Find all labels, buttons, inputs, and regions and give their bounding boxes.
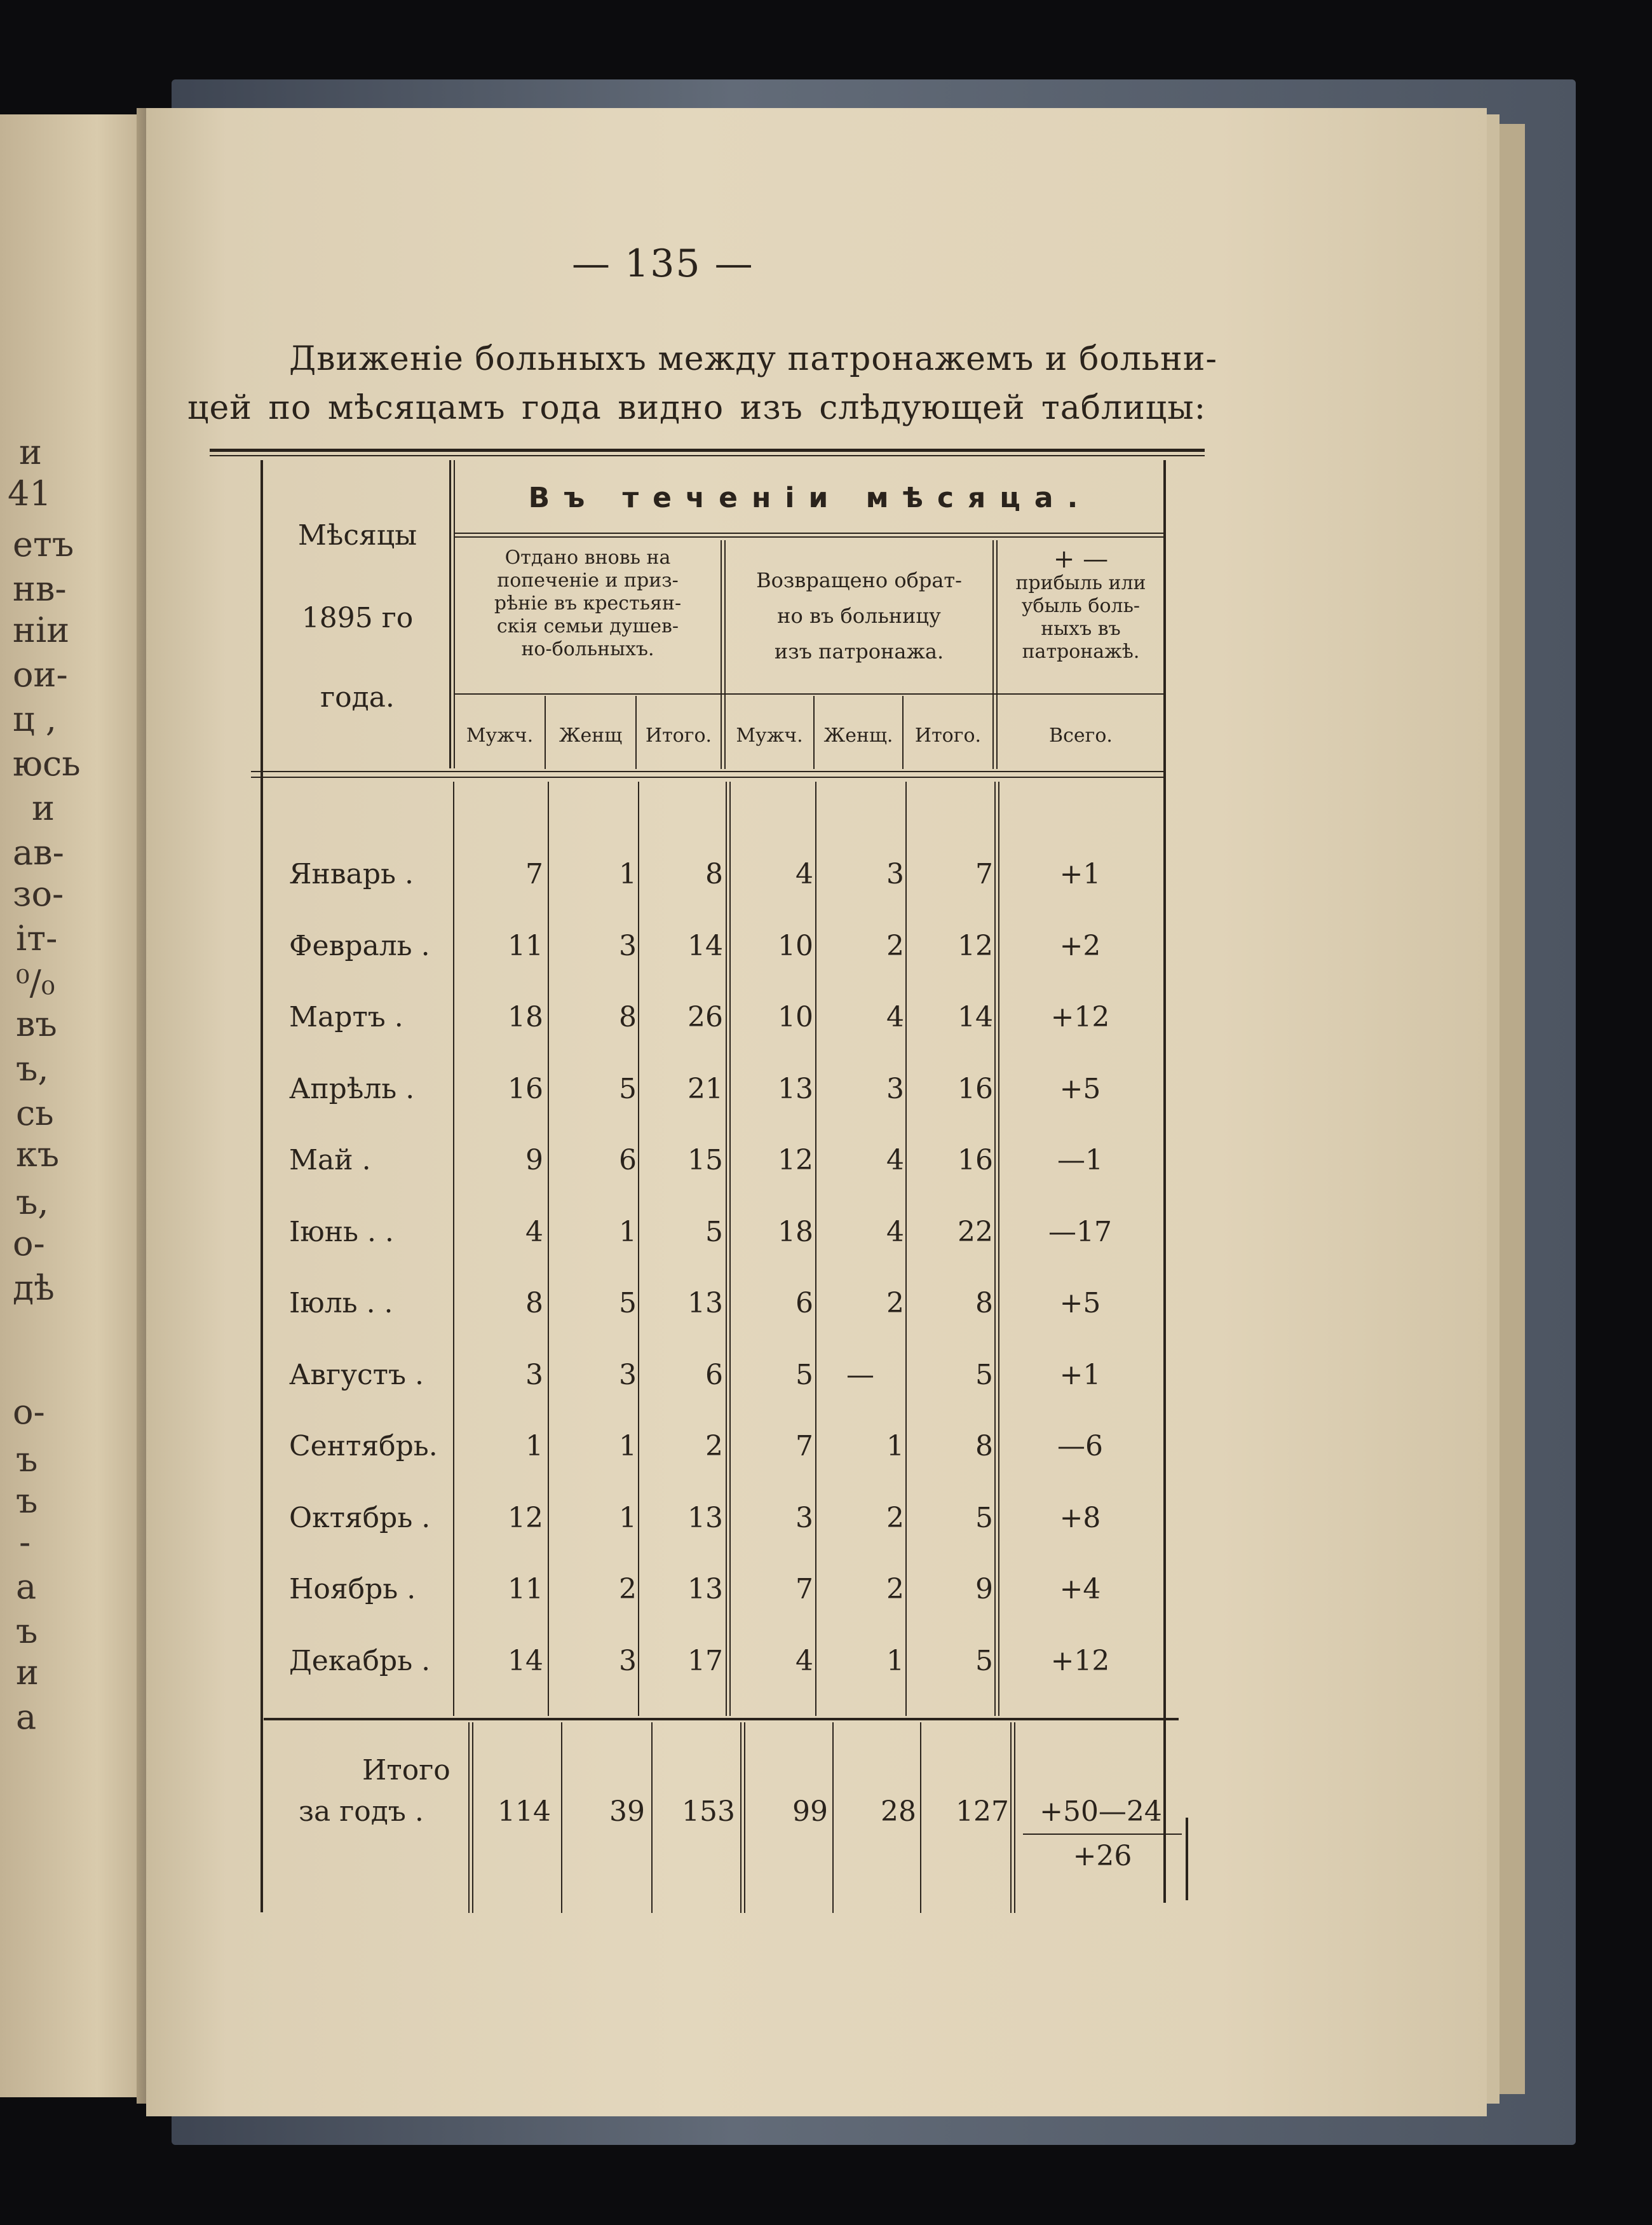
group-header-rule — [454, 533, 1163, 534]
total-returned-cell: 9 — [975, 1573, 993, 1605]
women-given-cell: 3 — [619, 1358, 637, 1391]
women-given-cell: 1 — [619, 858, 637, 890]
total-given: 153 — [682, 1795, 735, 1828]
balance-cell: —17 — [1048, 1215, 1112, 1248]
header-line: попеченіе и приз- — [497, 569, 679, 592]
total-given-cell: 5 — [705, 1215, 723, 1248]
men-given-cell: 1 — [525, 1430, 543, 1462]
women-returned-cell: — — [846, 1358, 874, 1391]
women-returned-cell: 4 — [886, 1215, 904, 1248]
months-header-line: 1895 го — [301, 602, 414, 634]
total-given-cell: 6 — [705, 1358, 723, 1391]
total-women-returned: 28 — [881, 1795, 916, 1828]
men-given-cell: 3 — [525, 1358, 543, 1391]
header-line: прибыль или — [1015, 572, 1146, 594]
left-page-fragment: къ — [16, 1134, 60, 1174]
subheader-men: Мужч. — [736, 725, 803, 747]
total-given-cell: 13 — [687, 1573, 723, 1605]
column-group-header — [998, 547, 1164, 663]
left-page-fragment: юсь — [13, 744, 81, 784]
months-header-line: года. — [320, 681, 395, 714]
intro-text-line: Движеніе больныхъ между патронажемъ и больни- — [289, 340, 1217, 378]
women-given-cell: 5 — [619, 1287, 637, 1319]
group-header: Въ теченіи мѣсяца. — [528, 482, 1092, 514]
left-page-fragment: ъ — [16, 1611, 38, 1651]
total-returned-cell: 5 — [975, 1358, 993, 1391]
total-returned-cell: 22 — [958, 1215, 993, 1248]
total-returned-cell: 16 — [958, 1072, 993, 1105]
left-page-fragment: и — [32, 788, 55, 828]
total-women-given: 39 — [609, 1795, 645, 1828]
balance-cell: —1 — [1057, 1144, 1103, 1176]
men-returned-cell: 5 — [796, 1358, 813, 1391]
total-returned-cell: 8 — [975, 1430, 993, 1462]
group-header-rule — [454, 536, 1163, 538]
total-sum-underline — [1023, 1834, 1182, 1835]
women-given-cell: 3 — [619, 1644, 637, 1677]
women-given-cell: 1 — [619, 1430, 637, 1462]
subheader-men: Мужч. — [466, 725, 534, 747]
left-page-fragment: ніи — [13, 610, 70, 650]
total-returned-cell: 5 — [975, 1501, 993, 1534]
left-page-fragment: ъ, — [16, 1049, 49, 1089]
balance-cell: +4 — [1059, 1573, 1101, 1605]
men-given-cell: 8 — [525, 1287, 543, 1319]
total-top-rule — [264, 1718, 1179, 1720]
subheader-women: Женщ — [559, 725, 623, 747]
month-label: Августъ . — [289, 1358, 424, 1391]
header-bottom-rule — [251, 771, 1166, 772]
men-returned-cell: 10 — [778, 1001, 813, 1033]
total-given-cell: 2 — [705, 1430, 723, 1462]
men-returned-cell: 13 — [778, 1072, 813, 1105]
women-returned-cell: 1 — [886, 1430, 904, 1462]
men-given-cell: 7 — [525, 858, 543, 890]
left-page-fragment: ои- — [13, 655, 68, 695]
left-page-fragment: 41 — [8, 473, 51, 514]
total-label: Итого — [362, 1754, 450, 1786]
total-men-returned: 99 — [792, 1795, 828, 1828]
women-returned-cell: 2 — [886, 929, 904, 962]
total-column-rule — [740, 1722, 741, 1913]
left-page-fragment: ъ — [16, 1439, 38, 1480]
men-returned-cell: 10 — [778, 929, 813, 962]
months-header-line: Мѣсяцы — [297, 519, 417, 552]
left-page-fragment: іт- — [16, 918, 58, 958]
subheader-rule — [454, 693, 1163, 695]
month-label: Январь . — [289, 858, 414, 890]
intro-text-line: цей по мѣсяцамъ года видно изъ слѣдующей таблицы: — [187, 389, 1207, 427]
women-given-cell: 8 — [619, 1001, 637, 1033]
total-returned: 127 — [956, 1795, 1009, 1828]
month-label: Сентябрь. — [289, 1430, 438, 1462]
total-returned-cell: 16 — [958, 1144, 993, 1176]
body-column-rule — [998, 782, 999, 1716]
subheader-women: Женщ. — [823, 725, 893, 747]
total-given-cell: 13 — [687, 1287, 723, 1319]
total-balance-parts: +50—24 — [1039, 1795, 1162, 1828]
month-label: Іюнь . . — [289, 1215, 394, 1248]
total-returned-cell: 12 — [958, 929, 993, 962]
page-number: — 135 — — [572, 242, 754, 286]
left-page-fragment: а — [16, 1697, 37, 1737]
month-label: Мартъ . — [289, 1001, 403, 1033]
month-label: Іюль . . — [289, 1287, 393, 1319]
header-line: убыль боль- — [1021, 595, 1141, 617]
women-given-cell: 1 — [619, 1501, 637, 1534]
men-returned-cell: 7 — [796, 1430, 813, 1462]
left-page-fragment: ъ, — [16, 1182, 49, 1222]
header-line: патронажѣ. — [1022, 641, 1140, 663]
left-page-fragment: о- — [13, 1223, 45, 1263]
table-left-border — [261, 460, 263, 1912]
subheader-all: Всего. — [1049, 725, 1113, 747]
month-label: Февраль . — [289, 929, 430, 962]
left-page-fragment: въ — [16, 1004, 57, 1044]
total-given-cell: 26 — [687, 1001, 723, 1033]
total-men-given: 114 — [498, 1795, 551, 1828]
header-line: Отдано вновь на — [504, 547, 671, 569]
page-edge — [1500, 124, 1525, 2094]
men-given-cell: 11 — [508, 929, 543, 962]
balance-cell: +1 — [1059, 858, 1101, 890]
men-given-cell: 4 — [525, 1215, 543, 1248]
men-returned-cell: 7 — [796, 1573, 813, 1605]
header-line: рѣніе въ крестьян- — [494, 592, 682, 615]
total-given-cell: 8 — [705, 858, 723, 890]
table-top-rule — [210, 449, 1205, 452]
balance-cell: +5 — [1059, 1072, 1101, 1105]
men-given-cell: 11 — [508, 1573, 543, 1605]
men-returned-cell: 4 — [796, 1644, 813, 1677]
women-returned-cell: 3 — [886, 1072, 904, 1105]
group-divider — [992, 540, 994, 769]
table-right-border — [1163, 460, 1166, 1903]
left-page-fragment: и — [19, 432, 42, 472]
men-given-cell: 9 — [525, 1144, 543, 1176]
table-top-rule — [210, 455, 1205, 456]
left-page-fragment: сь — [16, 1093, 54, 1133]
men-returned-cell: 12 — [778, 1144, 813, 1176]
total-given-cell: 17 — [687, 1644, 723, 1677]
men-given-cell: 18 — [508, 1001, 543, 1033]
men-given-cell: 16 — [508, 1072, 543, 1105]
left-page-fragment: зо- — [13, 874, 64, 914]
women-given-cell: 5 — [619, 1072, 637, 1105]
total-returned-cell: 8 — [975, 1287, 993, 1319]
left-page-fragment: ъ — [16, 1481, 38, 1521]
month-label: Ноябрь . — [289, 1573, 416, 1605]
women-returned-cell: 2 — [886, 1573, 904, 1605]
left-page-fragment: а — [16, 1567, 37, 1607]
total-returned-cell: 7 — [975, 858, 993, 890]
balance-cell: +8 — [1059, 1501, 1101, 1534]
total-given-cell: 13 — [687, 1501, 723, 1534]
total-column-rule — [1010, 1722, 1012, 1913]
months-column-divider — [449, 460, 451, 768]
month-label: Май . — [289, 1144, 371, 1176]
body-column-rule — [726, 782, 727, 1716]
left-page-fragment: о- — [13, 1392, 45, 1432]
total-balance: +26 — [1073, 1840, 1132, 1872]
women-returned-cell: 2 — [886, 1287, 904, 1319]
left-page-fragment: дѣ — [13, 1268, 55, 1308]
header-line: но-больныхъ. — [521, 638, 654, 660]
balance-cell: +12 — [1050, 1644, 1110, 1677]
header-line: но въ больницу — [777, 604, 941, 628]
header-line: скія семьи душев- — [496, 615, 679, 637]
header-line: изъ патронажа. — [774, 639, 944, 663]
header-line: ныхъ въ — [1041, 618, 1121, 640]
men-returned-cell: 4 — [796, 858, 813, 890]
subheader-total: Итого. — [914, 725, 982, 747]
total-right-border — [1186, 1818, 1188, 1900]
women-given-cell: 2 — [619, 1573, 637, 1605]
total-given-cell: 14 — [687, 929, 723, 962]
women-returned-cell: 1 — [886, 1644, 904, 1677]
subheader-total: Итого. — [645, 725, 712, 747]
women-returned-cell: 4 — [886, 1001, 904, 1033]
left-page-fragment: ⁰/₀ — [16, 963, 55, 1003]
left-page-fragment: ц , — [13, 699, 57, 739]
women-given-cell: 3 — [619, 929, 637, 962]
left-page-fragment: етъ — [13, 524, 74, 564]
total-label: за годъ . — [299, 1795, 424, 1828]
left-page-fragment: ав- — [13, 833, 64, 873]
women-returned-cell: 2 — [886, 1501, 904, 1534]
month-label: Декабрь . — [289, 1644, 431, 1677]
month-label: Апрѣль . — [289, 1072, 415, 1105]
women-returned-cell: 4 — [886, 1144, 904, 1176]
plus-minus-sign: + — — [1053, 545, 1109, 574]
women-given-cell: 1 — [619, 1215, 637, 1248]
left-page-fragment: - — [19, 1522, 31, 1562]
women-given-cell: 6 — [619, 1144, 637, 1176]
header-line: Возвращено обрат- — [756, 568, 962, 592]
balance-cell: +12 — [1050, 1001, 1110, 1033]
men-given-cell: 12 — [508, 1501, 543, 1534]
group-divider — [721, 540, 722, 769]
women-returned-cell: 3 — [886, 858, 904, 890]
balance-cell: +2 — [1059, 929, 1101, 962]
balance-cell: +1 — [1059, 1358, 1101, 1391]
total-given-cell: 15 — [687, 1144, 723, 1176]
month-label: Октябрь . — [289, 1501, 431, 1534]
body-column-rule — [994, 782, 996, 1716]
left-page-fragment: и — [16, 1652, 39, 1692]
total-returned-cell: 14 — [958, 1001, 993, 1033]
men-given-cell: 14 — [508, 1644, 543, 1677]
men-returned-cell: 18 — [778, 1215, 813, 1248]
column-group-header — [726, 562, 992, 669]
total-returned-cell: 5 — [975, 1644, 993, 1677]
balance-cell: —6 — [1057, 1430, 1103, 1462]
men-returned-cell: 6 — [796, 1287, 813, 1319]
total-given-cell: 21 — [687, 1072, 723, 1105]
balance-cell: +5 — [1059, 1287, 1101, 1319]
men-returned-cell: 3 — [796, 1501, 813, 1534]
total-column-rule — [1014, 1722, 1015, 1913]
left-page-fragment: нв- — [13, 569, 67, 609]
header-bottom-rule — [251, 777, 1166, 778]
column-group-header — [455, 547, 721, 661]
